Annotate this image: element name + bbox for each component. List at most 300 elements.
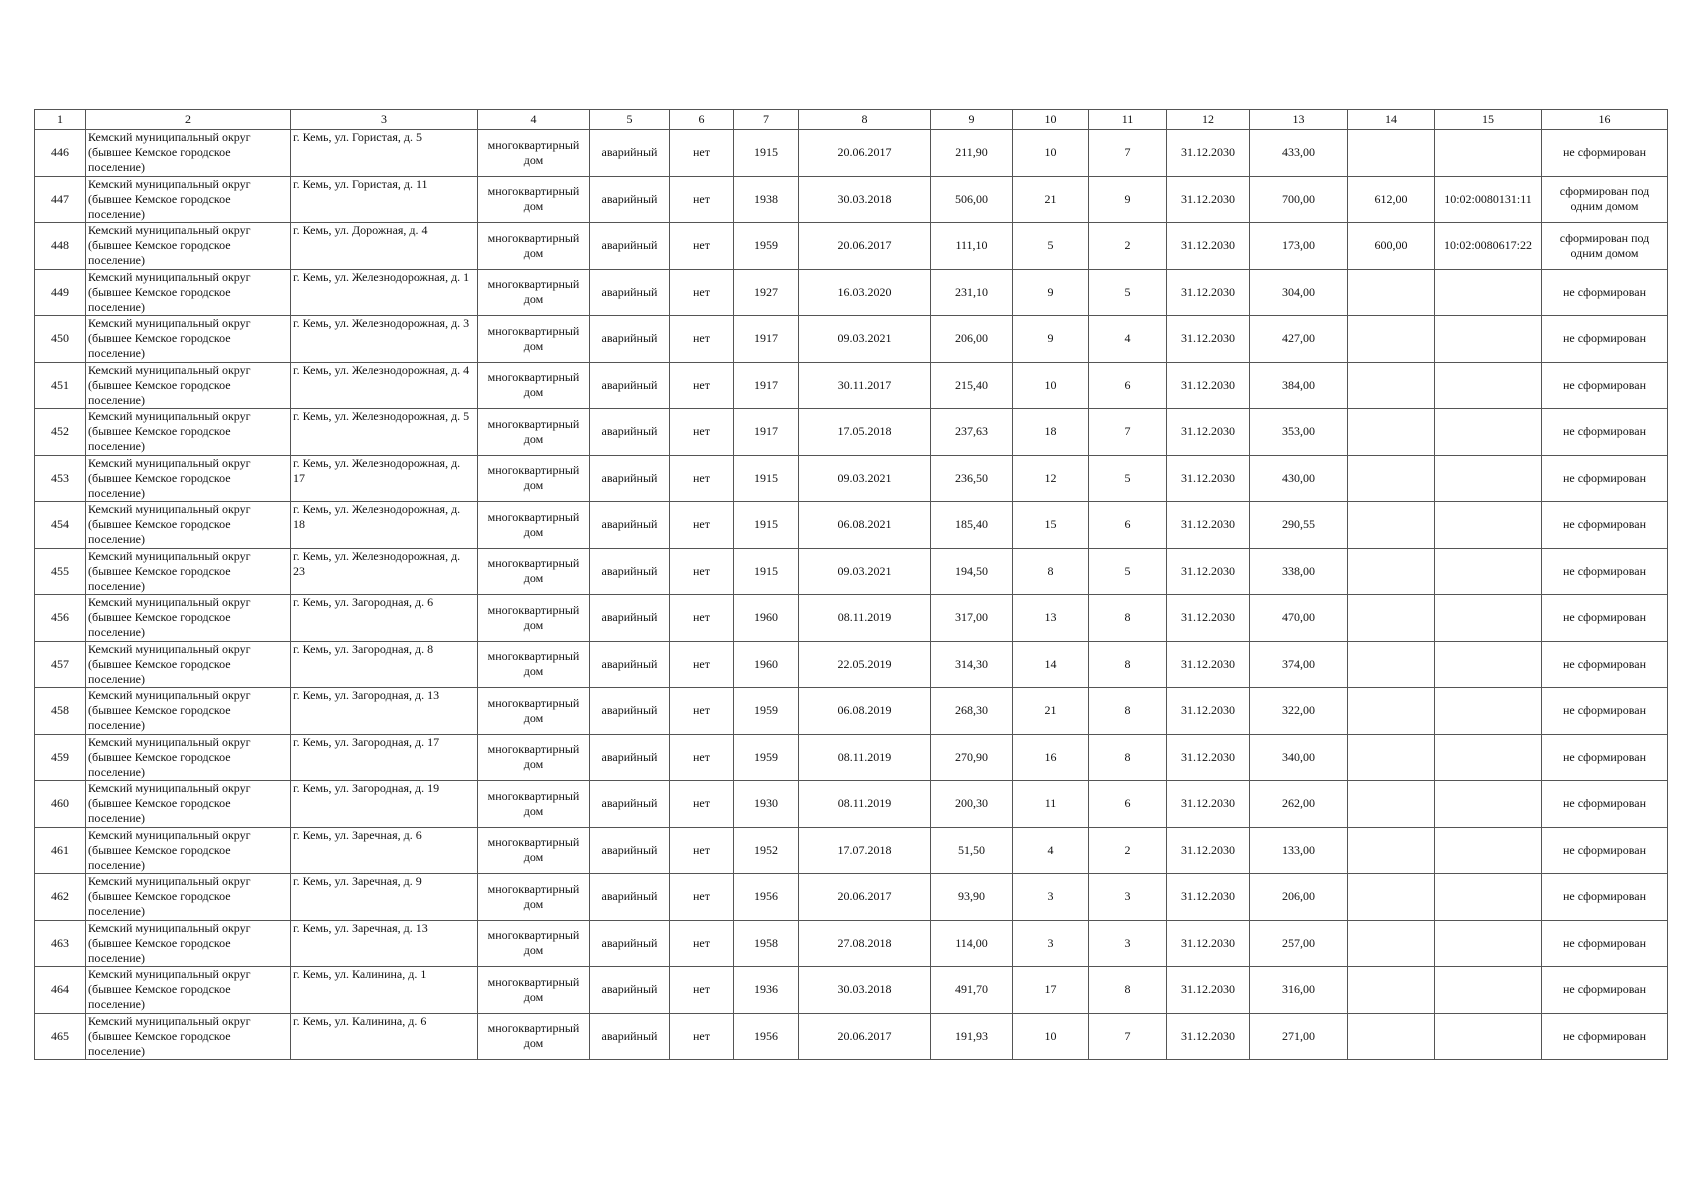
table-row — [35, 409, 1668, 456]
deadline-date-cell: 31.12.2030 — [1167, 1013, 1250, 1060]
address-cell: г. Кемь, ул. Железнодорожная, д. 3 — [291, 316, 478, 363]
land-status-cell: не сформирован — [1542, 362, 1668, 409]
table-row — [35, 595, 1668, 642]
year-built-cell: 1917 — [734, 362, 799, 409]
deadline-date-cell: 31.12.2030 — [1167, 316, 1250, 363]
date-cell: 22.05.2019 — [799, 641, 931, 688]
cell-col-10: 15 — [1013, 502, 1089, 549]
cadastral-number-cell — [1435, 641, 1542, 688]
cell-col-6: нет — [670, 362, 734, 409]
land-status-cell: не сформирован — [1542, 502, 1668, 549]
year-built-cell: 1956 — [734, 1013, 799, 1060]
land-status-cell: не сформирован — [1542, 455, 1668, 502]
area-cell: 314,30 — [931, 641, 1013, 688]
cell-col-11: 6 — [1089, 502, 1167, 549]
cell-col-10: 18 — [1013, 409, 1089, 456]
year-built-cell: 1930 — [734, 781, 799, 828]
table-row — [35, 502, 1668, 549]
condition-cell: аварийный — [590, 641, 670, 688]
deadline-date-cell: 31.12.2030 — [1167, 920, 1250, 967]
land-area-cell — [1348, 130, 1435, 177]
cell-col-11: 9 — [1089, 176, 1167, 223]
cell-col-6: нет — [670, 409, 734, 456]
land-area-cell — [1348, 548, 1435, 595]
address-cell: г. Кемь, ул. Железнодорожная, д. 17 — [291, 455, 478, 502]
municipality-cell: Кемский муниципальный округ (бывшее Кемское городское поселение) — [86, 641, 291, 688]
cell-col-13: 433,00 — [1250, 130, 1348, 177]
cell-col-10: 5 — [1013, 223, 1089, 270]
deadline-date-cell: 31.12.2030 — [1167, 269, 1250, 316]
year-built-cell: 1959 — [734, 223, 799, 270]
row-number-cell: 448 — [35, 223, 86, 270]
row-number-cell: 465 — [35, 1013, 86, 1060]
column-header: 2 — [86, 110, 291, 130]
land-area-cell — [1348, 362, 1435, 409]
cell-col-10: 16 — [1013, 734, 1089, 781]
table-row — [35, 967, 1668, 1014]
year-built-cell: 1915 — [734, 455, 799, 502]
building-type-cell: многоквартирный дом — [478, 409, 590, 456]
land-status-cell: не сформирован — [1542, 827, 1668, 874]
cell-col-6: нет — [670, 827, 734, 874]
row-number-cell: 457 — [35, 641, 86, 688]
cell-col-6: нет — [670, 734, 734, 781]
cell-col-11: 3 — [1089, 874, 1167, 921]
cell-col-10: 9 — [1013, 269, 1089, 316]
building-type-cell: многоквартирный дом — [478, 130, 590, 177]
address-cell: г. Кемь, ул. Калинина, д. 6 — [291, 1013, 478, 1060]
address-cell: г. Кемь, ул. Калинина, д. 1 — [291, 967, 478, 1014]
cell-col-10: 3 — [1013, 920, 1089, 967]
cell-col-11: 2 — [1089, 827, 1167, 874]
land-status-cell: не сформирован — [1542, 130, 1668, 177]
year-built-cell: 1952 — [734, 827, 799, 874]
column-header: 5 — [590, 110, 670, 130]
table-row — [35, 455, 1668, 502]
cell-col-6: нет — [670, 688, 734, 735]
column-header: 8 — [799, 110, 931, 130]
address-cell: г. Кемь, ул. Железнодорожная, д. 23 — [291, 548, 478, 595]
land-status-cell: не сформирован — [1542, 734, 1668, 781]
address-cell: г. Кемь, ул. Железнодорожная, д. 5 — [291, 409, 478, 456]
cell-col-13: 700,00 — [1250, 176, 1348, 223]
cell-col-10: 8 — [1013, 548, 1089, 595]
row-number-cell: 454 — [35, 502, 86, 549]
land-status-cell: не сформирован — [1542, 920, 1668, 967]
deadline-date-cell: 31.12.2030 — [1167, 362, 1250, 409]
area-cell: 236,50 — [931, 455, 1013, 502]
cell-col-6: нет — [670, 781, 734, 828]
cell-col-11: 7 — [1089, 409, 1167, 456]
cell-col-6: нет — [670, 223, 734, 270]
area-cell: 111,10 — [931, 223, 1013, 270]
condition-cell: аварийный — [590, 409, 670, 456]
row-number-cell: 450 — [35, 316, 86, 363]
condition-cell: аварийный — [590, 269, 670, 316]
municipality-cell: Кемский муниципальный округ (бывшее Кемское городское поселение) — [86, 781, 291, 828]
deadline-date-cell: 31.12.2030 — [1167, 455, 1250, 502]
date-cell: 17.07.2018 — [799, 827, 931, 874]
cell-col-13: 353,00 — [1250, 409, 1348, 456]
building-type-cell: многоквартирный дом — [478, 874, 590, 921]
cell-col-13: 262,00 — [1250, 781, 1348, 828]
area-cell: 215,40 — [931, 362, 1013, 409]
cell-col-10: 10 — [1013, 362, 1089, 409]
table-row — [35, 641, 1668, 688]
cadastral-number-cell — [1435, 920, 1542, 967]
building-type-cell: многоквартирный дом — [478, 967, 590, 1014]
table-row — [35, 130, 1668, 177]
column-header: 11 — [1089, 110, 1167, 130]
address-cell: г. Кемь, ул. Дорожная, д. 4 — [291, 223, 478, 270]
date-cell: 06.08.2021 — [799, 502, 931, 549]
cell-col-10: 10 — [1013, 1013, 1089, 1060]
cell-col-11: 8 — [1089, 734, 1167, 781]
municipality-cell: Кемский муниципальный округ (бывшее Кемское городское поселение) — [86, 223, 291, 270]
cell-col-11: 4 — [1089, 316, 1167, 363]
land-status-cell: не сформирован — [1542, 548, 1668, 595]
row-number-cell: 461 — [35, 827, 86, 874]
cell-col-6: нет — [670, 548, 734, 595]
building-type-cell: многоквартирный дом — [478, 362, 590, 409]
cell-col-6: нет — [670, 316, 734, 363]
land-area-cell — [1348, 502, 1435, 549]
column-header: 14 — [1348, 110, 1435, 130]
area-cell: 506,00 — [931, 176, 1013, 223]
municipality-cell: Кемский муниципальный округ (бывшее Кемское городское поселение) — [86, 269, 291, 316]
table-row — [35, 362, 1668, 409]
cell-col-6: нет — [670, 874, 734, 921]
table-row — [35, 781, 1668, 828]
cell-col-13: 206,00 — [1250, 874, 1348, 921]
municipality-cell: Кемский муниципальный округ (бывшее Кемское городское поселение) — [86, 316, 291, 363]
cell-col-13: 304,00 — [1250, 269, 1348, 316]
area-cell: 270,90 — [931, 734, 1013, 781]
building-type-cell: многоквартирный дом — [478, 920, 590, 967]
address-cell: г. Кемь, ул. Загородная, д. 13 — [291, 688, 478, 735]
land-area-cell — [1348, 781, 1435, 828]
date-cell: 20.06.2017 — [799, 874, 931, 921]
land-area-cell — [1348, 455, 1435, 502]
cell-col-13: 470,00 — [1250, 595, 1348, 642]
land-area-cell — [1348, 1013, 1435, 1060]
cell-col-6: нет — [670, 502, 734, 549]
cadastral-number-cell — [1435, 781, 1542, 828]
cell-col-11: 8 — [1089, 967, 1167, 1014]
land-status-cell: не сформирован — [1542, 641, 1668, 688]
housing-registry-table — [34, 109, 1668, 1060]
land-area-cell — [1348, 595, 1435, 642]
cadastral-number-cell — [1435, 130, 1542, 177]
municipality-cell: Кемский муниципальный округ (бывшее Кемское городское поселение) — [86, 362, 291, 409]
condition-cell: аварийный — [590, 502, 670, 549]
cell-col-11: 5 — [1089, 455, 1167, 502]
table-row — [35, 223, 1668, 270]
cell-col-13: 338,00 — [1250, 548, 1348, 595]
cadastral-number-cell — [1435, 316, 1542, 363]
column-header: 15 — [1435, 110, 1542, 130]
table-body — [35, 130, 1668, 1060]
cell-col-10: 9 — [1013, 316, 1089, 363]
address-cell: г. Кемь, ул. Железнодорожная, д. 1 — [291, 269, 478, 316]
area-cell: 114,00 — [931, 920, 1013, 967]
row-number-cell: 451 — [35, 362, 86, 409]
land-status-cell: не сформирован — [1542, 595, 1668, 642]
deadline-date-cell: 31.12.2030 — [1167, 641, 1250, 688]
row-number-cell: 449 — [35, 269, 86, 316]
year-built-cell: 1915 — [734, 502, 799, 549]
cell-col-10: 4 — [1013, 827, 1089, 874]
cell-col-13: 173,00 — [1250, 223, 1348, 270]
land-status-cell: не сформирован — [1542, 269, 1668, 316]
cell-col-11: 5 — [1089, 548, 1167, 595]
address-cell: г. Кемь, ул. Загородная, д. 8 — [291, 641, 478, 688]
building-type-cell: многоквартирный дом — [478, 502, 590, 549]
municipality-cell: Кемский муниципальный округ (бывшее Кемское городское поселение) — [86, 874, 291, 921]
cadastral-number-cell: 10:02:0080617:22 — [1435, 223, 1542, 270]
condition-cell: аварийный — [590, 316, 670, 363]
condition-cell: аварийный — [590, 967, 670, 1014]
building-type-cell: многоквартирный дом — [478, 595, 590, 642]
area-cell: 194,50 — [931, 548, 1013, 595]
land-status-cell: сформирован под одним домом — [1542, 223, 1668, 270]
municipality-cell: Кемский муниципальный округ (бывшее Кемское городское поселение) — [86, 409, 291, 456]
cadastral-number-cell — [1435, 502, 1542, 549]
row-number-cell: 446 — [35, 130, 86, 177]
date-cell: 30.03.2018 — [799, 967, 931, 1014]
column-header: 16 — [1542, 110, 1668, 130]
address-cell: г. Кемь, ул. Заречная, д. 13 — [291, 920, 478, 967]
date-cell: 09.03.2021 — [799, 455, 931, 502]
cell-col-6: нет — [670, 641, 734, 688]
area-cell: 231,10 — [931, 269, 1013, 316]
address-cell: г. Кемь, ул. Заречная, д. 9 — [291, 874, 478, 921]
cell-col-10: 10 — [1013, 130, 1089, 177]
condition-cell: аварийный — [590, 874, 670, 921]
deadline-date-cell: 31.12.2030 — [1167, 223, 1250, 270]
cadastral-number-cell — [1435, 874, 1542, 921]
municipality-cell: Кемский муниципальный округ (бывшее Кемское городское поселение) — [86, 455, 291, 502]
cell-col-11: 2 — [1089, 223, 1167, 270]
table-row — [35, 316, 1668, 363]
cell-col-6: нет — [670, 176, 734, 223]
cell-col-10: 17 — [1013, 967, 1089, 1014]
condition-cell: аварийный — [590, 1013, 670, 1060]
deadline-date-cell: 31.12.2030 — [1167, 781, 1250, 828]
cell-col-6: нет — [670, 269, 734, 316]
municipality-cell: Кемский муниципальный округ (бывшее Кемское городское поселение) — [86, 595, 291, 642]
area-cell: 51,50 — [931, 827, 1013, 874]
land-area-cell: 612,00 — [1348, 176, 1435, 223]
date-cell: 17.05.2018 — [799, 409, 931, 456]
condition-cell: аварийный — [590, 781, 670, 828]
cell-col-13: 257,00 — [1250, 920, 1348, 967]
column-header: 3 — [291, 110, 478, 130]
table-header — [35, 110, 1668, 130]
row-number-cell: 452 — [35, 409, 86, 456]
deadline-date-cell: 31.12.2030 — [1167, 548, 1250, 595]
cell-col-13: 430,00 — [1250, 455, 1348, 502]
date-cell: 09.03.2021 — [799, 548, 931, 595]
row-number-cell: 458 — [35, 688, 86, 735]
date-cell: 20.06.2017 — [799, 223, 931, 270]
cell-col-6: нет — [670, 455, 734, 502]
cadastral-number-cell — [1435, 827, 1542, 874]
date-cell: 30.11.2017 — [799, 362, 931, 409]
land-status-cell: не сформирован — [1542, 874, 1668, 921]
cadastral-number-cell — [1435, 595, 1542, 642]
year-built-cell: 1915 — [734, 130, 799, 177]
cell-col-11: 6 — [1089, 781, 1167, 828]
date-cell: 16.03.2020 — [799, 269, 931, 316]
address-cell: г. Кемь, ул. Железнодорожная, д. 4 — [291, 362, 478, 409]
cell-col-6: нет — [670, 130, 734, 177]
cell-col-11: 7 — [1089, 1013, 1167, 1060]
address-cell: г. Кемь, ул. Загородная, д. 17 — [291, 734, 478, 781]
deadline-date-cell: 31.12.2030 — [1167, 130, 1250, 177]
cell-col-11: 6 — [1089, 362, 1167, 409]
municipality-cell: Кемский муниципальный округ (бывшее Кемское городское поселение) — [86, 130, 291, 177]
cell-col-10: 14 — [1013, 641, 1089, 688]
area-cell: 185,40 — [931, 502, 1013, 549]
address-cell: г. Кемь, ул. Железнодорожная, д. 18 — [291, 502, 478, 549]
table-row — [35, 688, 1668, 735]
table-row — [35, 920, 1668, 967]
column-header: 13 — [1250, 110, 1348, 130]
area-cell: 206,00 — [931, 316, 1013, 363]
year-built-cell: 1915 — [734, 548, 799, 595]
building-type-cell: многоквартирный дом — [478, 781, 590, 828]
area-cell: 317,00 — [931, 595, 1013, 642]
condition-cell: аварийный — [590, 734, 670, 781]
row-number-cell: 464 — [35, 967, 86, 1014]
cell-col-13: 271,00 — [1250, 1013, 1348, 1060]
area-cell: 211,90 — [931, 130, 1013, 177]
date-cell: 08.11.2019 — [799, 781, 931, 828]
municipality-cell: Кемский муниципальный округ (бывшее Кемское городское поселение) — [86, 548, 291, 595]
cell-col-11: 5 — [1089, 269, 1167, 316]
table-row — [35, 874, 1668, 921]
municipality-cell: Кемский муниципальный округ (бывшее Кемское городское поселение) — [86, 176, 291, 223]
deadline-date-cell: 31.12.2030 — [1167, 176, 1250, 223]
condition-cell: аварийный — [590, 688, 670, 735]
deadline-date-cell: 31.12.2030 — [1167, 874, 1250, 921]
deadline-date-cell: 31.12.2030 — [1167, 688, 1250, 735]
year-built-cell: 1958 — [734, 920, 799, 967]
date-cell: 09.03.2021 — [799, 316, 931, 363]
cell-col-6: нет — [670, 1013, 734, 1060]
land-status-cell: не сформирован — [1542, 409, 1668, 456]
year-built-cell: 1927 — [734, 269, 799, 316]
address-cell: г. Кемь, ул. Заречная, д. 6 — [291, 827, 478, 874]
cadastral-number-cell — [1435, 548, 1542, 595]
cadastral-number-cell — [1435, 269, 1542, 316]
building-type-cell: многоквартирный дом — [478, 269, 590, 316]
address-cell: г. Кемь, ул. Загородная, д. 6 — [291, 595, 478, 642]
land-area-cell — [1348, 316, 1435, 363]
year-built-cell: 1960 — [734, 641, 799, 688]
cadastral-number-cell — [1435, 1013, 1542, 1060]
cadastral-number-cell — [1435, 734, 1542, 781]
condition-cell: аварийный — [590, 130, 670, 177]
cell-col-10: 21 — [1013, 176, 1089, 223]
year-built-cell: 1917 — [734, 316, 799, 363]
land-status-cell: не сформирован — [1542, 967, 1668, 1014]
cell-col-13: 374,00 — [1250, 641, 1348, 688]
building-type-cell: многоквартирный дом — [478, 688, 590, 735]
deadline-date-cell: 31.12.2030 — [1167, 502, 1250, 549]
cadastral-number-cell — [1435, 362, 1542, 409]
land-area-cell — [1348, 734, 1435, 781]
cell-col-10: 11 — [1013, 781, 1089, 828]
column-number-row — [35, 110, 1668, 130]
cadastral-number-cell — [1435, 967, 1542, 1014]
cadastral-number-cell — [1435, 688, 1542, 735]
condition-cell: аварийный — [590, 827, 670, 874]
cell-col-13: 340,00 — [1250, 734, 1348, 781]
area-cell: 268,30 — [931, 688, 1013, 735]
cell-col-6: нет — [670, 920, 734, 967]
date-cell: 27.08.2018 — [799, 920, 931, 967]
municipality-cell: Кемский муниципальный округ (бывшее Кемское городское поселение) — [86, 688, 291, 735]
condition-cell: аварийный — [590, 362, 670, 409]
cell-col-13: 316,00 — [1250, 967, 1348, 1014]
land-area-cell — [1348, 269, 1435, 316]
building-type-cell: многоквартирный дом — [478, 1013, 590, 1060]
cadastral-number-cell — [1435, 409, 1542, 456]
land-status-cell: сформирован под одним домом — [1542, 176, 1668, 223]
land-area-cell — [1348, 688, 1435, 735]
land-area-cell — [1348, 641, 1435, 688]
cell-col-13: 133,00 — [1250, 827, 1348, 874]
year-built-cell: 1917 — [734, 409, 799, 456]
address-cell: г. Кемь, ул. Гористая, д. 5 — [291, 130, 478, 177]
cell-col-13: 290,55 — [1250, 502, 1348, 549]
cell-col-11: 8 — [1089, 595, 1167, 642]
building-type-cell: многоквартирный дом — [478, 734, 590, 781]
cell-col-6: нет — [670, 967, 734, 1014]
condition-cell: аварийный — [590, 176, 670, 223]
year-built-cell: 1960 — [734, 595, 799, 642]
deadline-date-cell: 31.12.2030 — [1167, 827, 1250, 874]
cadastral-number-cell — [1435, 455, 1542, 502]
deadline-date-cell: 31.12.2030 — [1167, 409, 1250, 456]
condition-cell: аварийный — [590, 920, 670, 967]
row-number-cell: 460 — [35, 781, 86, 828]
municipality-cell: Кемский муниципальный округ (бывшее Кемское городское поселение) — [86, 502, 291, 549]
condition-cell: аварийный — [590, 223, 670, 270]
area-cell: 93,90 — [931, 874, 1013, 921]
condition-cell: аварийный — [590, 548, 670, 595]
building-type-cell: многоквартирный дом — [478, 223, 590, 270]
column-header: 9 — [931, 110, 1013, 130]
cadastral-number-cell: 10:02:0080131:11 — [1435, 176, 1542, 223]
cell-col-11: 7 — [1089, 130, 1167, 177]
municipality-cell: Кемский муниципальный округ (бывшее Кемское городское поселение) — [86, 734, 291, 781]
cell-col-13: 427,00 — [1250, 316, 1348, 363]
table-row — [35, 548, 1668, 595]
municipality-cell: Кемский муниципальный округ (бывшее Кемское городское поселение) — [86, 827, 291, 874]
land-area-cell — [1348, 409, 1435, 456]
row-number-cell: 462 — [35, 874, 86, 921]
cell-col-11: 8 — [1089, 688, 1167, 735]
area-cell: 237,63 — [931, 409, 1013, 456]
land-status-cell: не сформирован — [1542, 316, 1668, 363]
address-cell: г. Кемь, ул. Загородная, д. 19 — [291, 781, 478, 828]
cell-col-10: 12 — [1013, 455, 1089, 502]
area-cell: 491,70 — [931, 967, 1013, 1014]
column-header: 10 — [1013, 110, 1089, 130]
